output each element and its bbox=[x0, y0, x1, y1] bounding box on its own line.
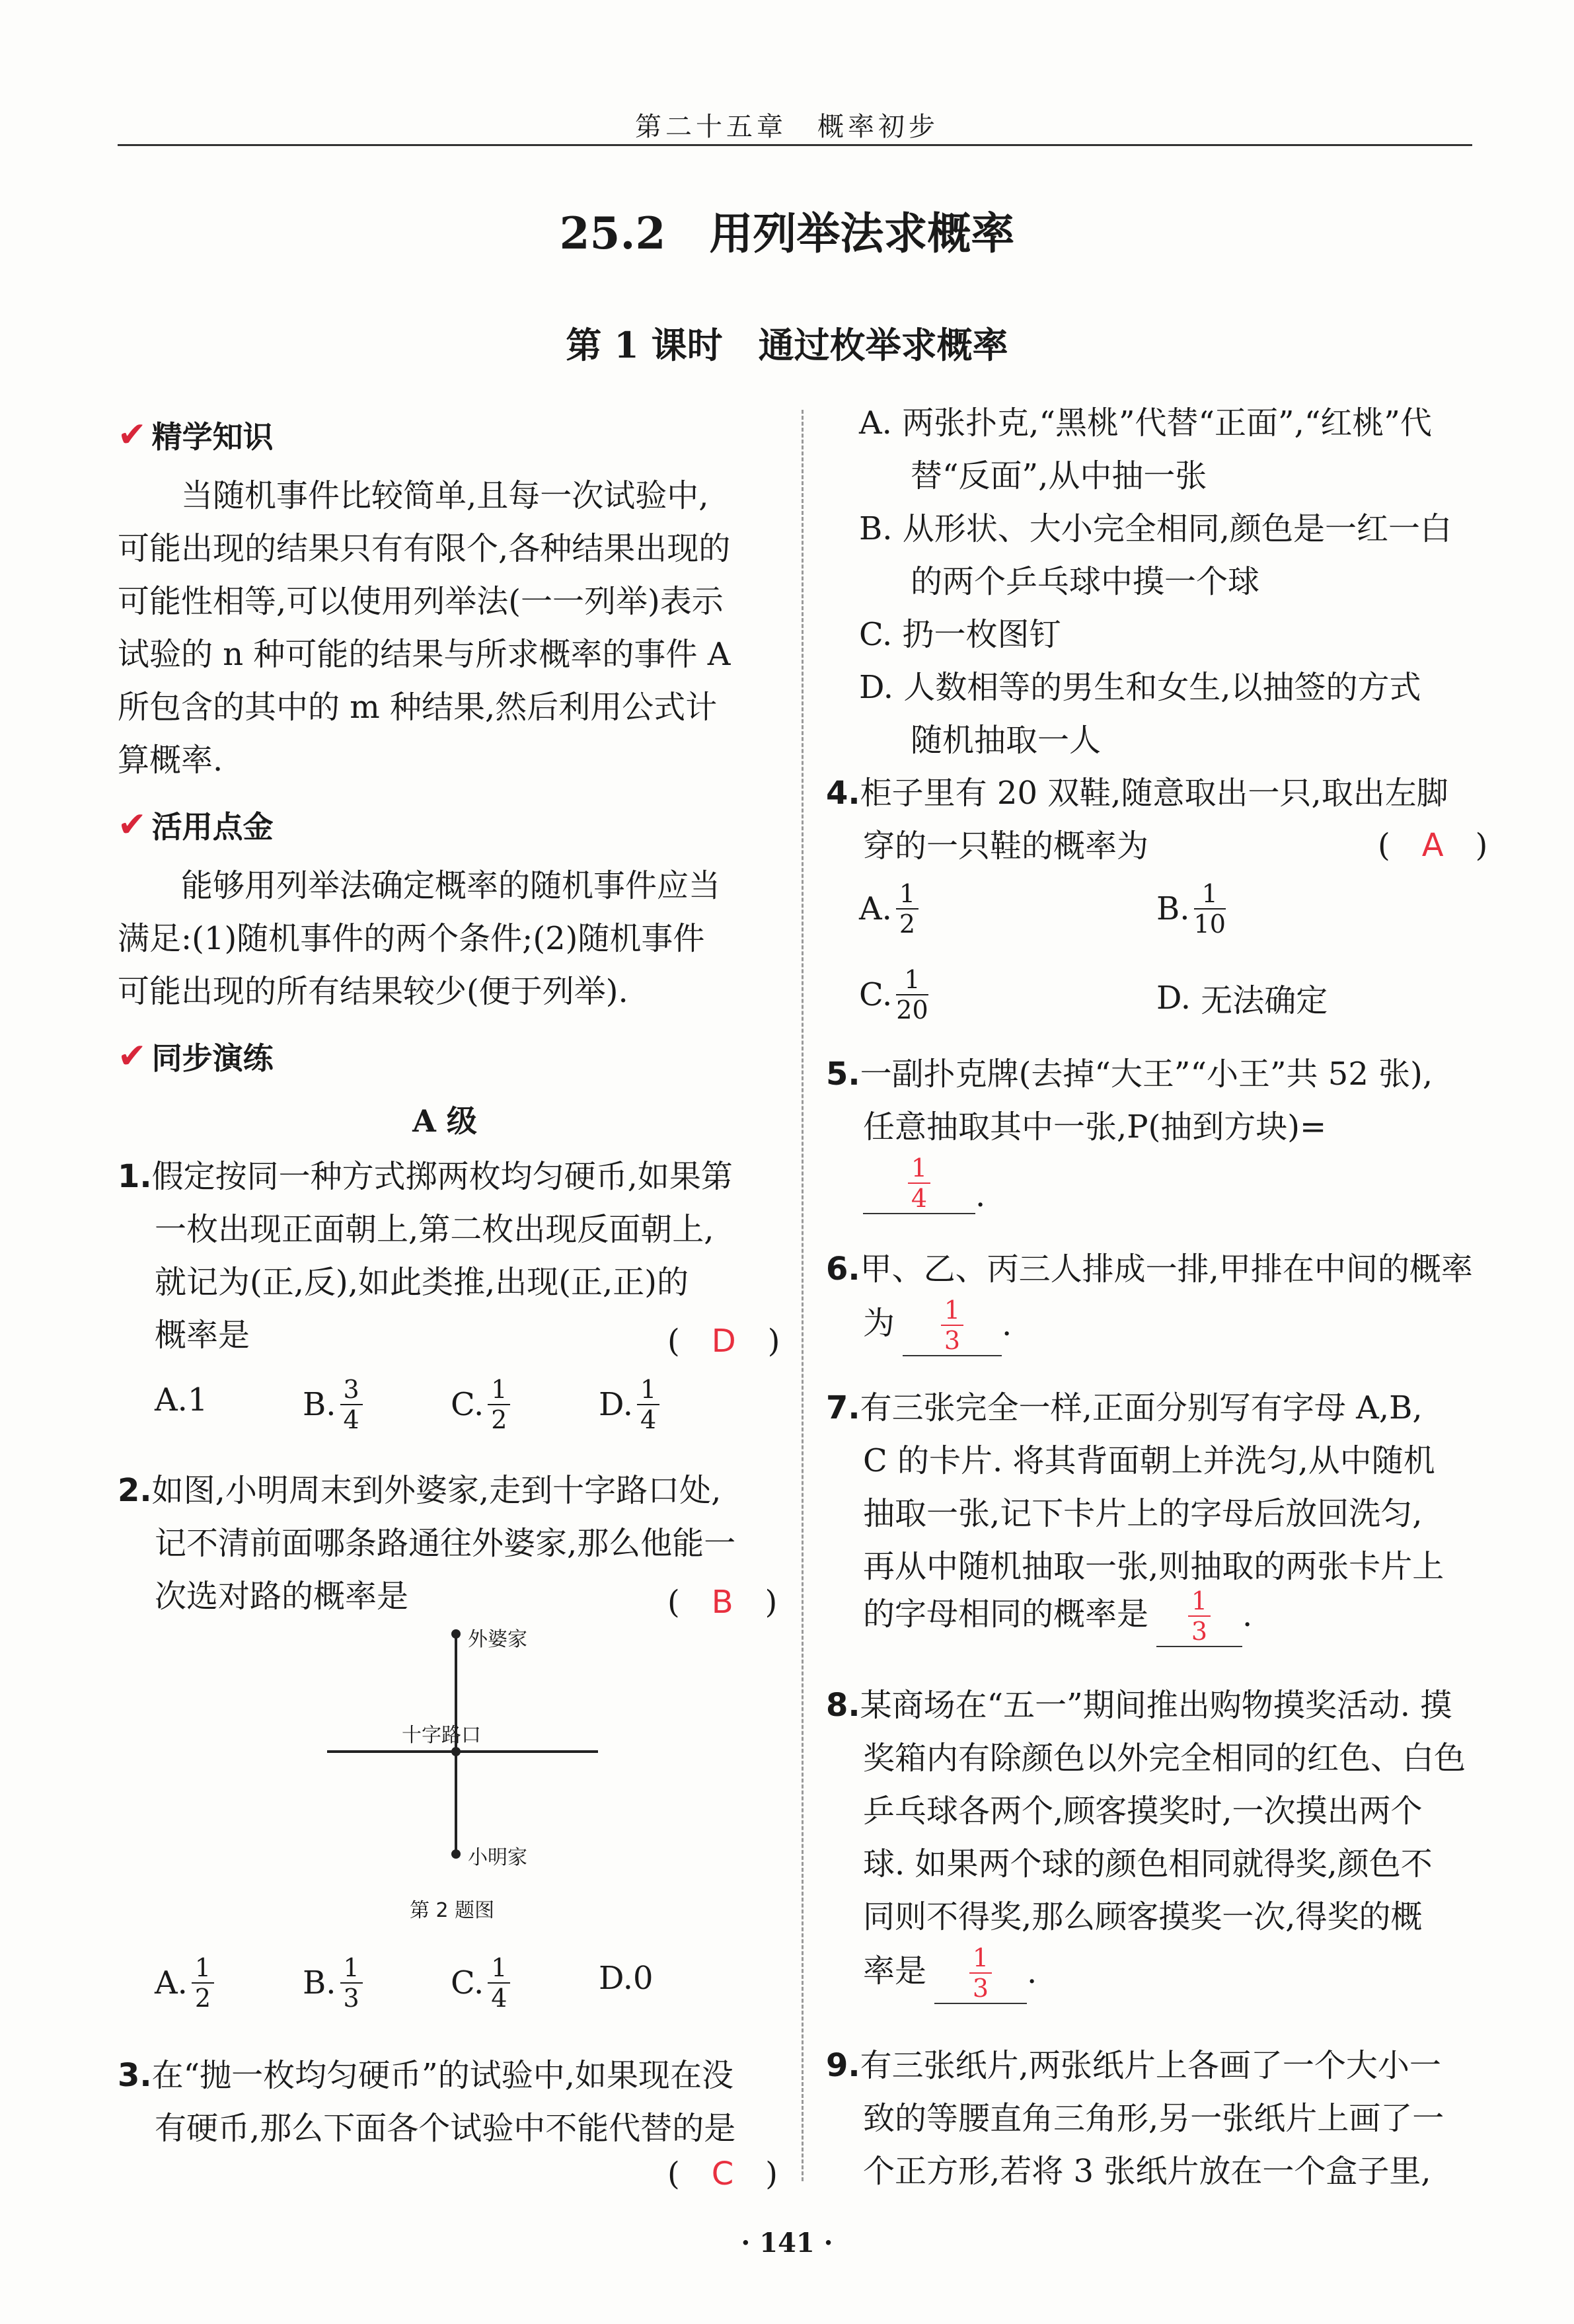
question-7: 7.有三张完全一样,正面分别写有字母 A,B, C 的卡片. 将其背面朝上并洗匀,从中随机 抽取一张,记下卡片上的字母后放回洗匀, 再从中随机抽取一张,则抽取的两张卡片上 bbox=[826, 1389, 1444, 1585]
q2-option-a: A. $\frac{1}{2}$ bbox=[155, 1953, 218, 2013]
crossroad-dot bbox=[451, 1747, 461, 1756]
q4-answer-paren: ( A ) bbox=[1378, 827, 1488, 864]
label-xiaoming-home: 小明家 bbox=[468, 1846, 527, 1869]
header-rule bbox=[118, 144, 1472, 146]
q4-option-b: B. $\frac{1}{10}$ bbox=[1156, 879, 1226, 939]
level-label: A 级 bbox=[412, 1103, 477, 1139]
q2-option-b: B. $\frac{1}{3}$ bbox=[303, 1953, 367, 2013]
grandma-home-dot bbox=[451, 1629, 461, 1639]
question-2: 2.如图,小明周末到外婆家,走到十字路口处, 记不清前面哪条路通往外婆家,那么他能一 次选对路的概率是 bbox=[118, 1472, 736, 1615]
q3-option-c: C. 扔一枚图钉 bbox=[859, 616, 1061, 653]
q3-answer-paren: ( C ) bbox=[667, 2155, 778, 2192]
running-header: 第二十五章 概率初步 bbox=[635, 112, 939, 142]
question-8: 8.某商场在“五一”期间推出购物摸奖活动. 摸 奖箱内有除颜色以外完全相同的红色、白色 乒乓球各两个,顾客摸奖时,一次摸出两个 球. 如果两个球的颜色相同就得奖,颜色不 同则不得奖,那么顾客摸奖一次,得奖的概 bbox=[826, 1687, 1466, 1935]
q6-answer-line: 为 $\frac{1}{3}$ . bbox=[863, 1296, 1012, 1355]
question-6: 6.甲、乙、丙三人排成一排,甲排在中间的概率 bbox=[826, 1251, 1473, 1288]
q1-option-d: D. $\frac{1}{4}$ bbox=[599, 1375, 663, 1434]
jingxue-heading: ✔ 精学知识 bbox=[118, 415, 274, 455]
huoyong-body: 能够用列举法确定概率的随机事件应当 满足:(1)随机事件的两个条件;(2)随机事件 可能出现的所有结果较少(便于列举). bbox=[118, 867, 721, 1010]
q2-option-c: C. $\frac{1}{4}$ bbox=[451, 1953, 514, 2013]
section-title: 25.2 用列举法求概率 bbox=[559, 208, 1015, 259]
q4-option-a: A. $\frac{1}{2}$ bbox=[859, 879, 922, 939]
q3-option-b: B. 从形状、大小完全相同,颜色是一红一白 的两个乒乓球中摸一个球 bbox=[859, 510, 1452, 600]
q3-options bbox=[859, 397, 1493, 767]
question-1: 1.假定按同一种方式掷两枚均匀硬币,如果第 一枚出现正面朝上,第二枚出现反面朝上, 就记为(正,反),如此类推,出现(正,正)的 概率是 bbox=[118, 1158, 733, 1354]
question-3: 3.在“抛一枚均匀硬币”的试验中,如果现在没 有硬币,那么下面各个试验中不能代替的是 bbox=[118, 2057, 736, 2147]
q7-answer-line: 的字母相同的概率是 $\frac{1}{3}$ . bbox=[863, 1586, 1253, 1646]
lesson-title: 第 1 课时 通过枚举求概率 bbox=[566, 324, 1008, 366]
question-9: 9.有三张纸片,两张纸片上各画了一个大小一 致的等腰直角三角形,另一张纸片上画了一 个正方形,若将 3 张纸片放在一个盒子里, bbox=[826, 2047, 1444, 2190]
column-divider bbox=[802, 410, 804, 2181]
huoyong-heading: ✔ 活用点金 bbox=[118, 805, 274, 845]
xiaoming-home-dot bbox=[451, 1849, 461, 1859]
q4-option-d: D. 无法确定 bbox=[1156, 979, 1328, 1019]
q8-answer-line: 率是 $\frac{1}{3}$ . bbox=[863, 1943, 1037, 2003]
page-number: · 141 · bbox=[741, 2227, 833, 2259]
check-icon: ✔ bbox=[118, 805, 147, 845]
label-grandma-home: 外婆家 bbox=[468, 1628, 527, 1651]
q1-option-a: A. 1 bbox=[155, 1381, 208, 1418]
question-4: 4.柜子里有 20 双鞋,随意取出一只,取出左脚 穿的一只鞋的概率为 bbox=[826, 775, 1448, 865]
q4-option-c: C. $\frac{1}{20}$ bbox=[859, 965, 928, 1025]
check-icon: ✔ bbox=[118, 1036, 147, 1076]
jingxue-body: 当随机事件比较简单,且每一次试验中, 可能出现的结果只有有限个,各种结果出现的 可能性相等,可以使用列举法(一一列举)表示 试验的 n 种可能的结果与所求概率的事件 A 所包含的其中的 m 种结果,然后利用公式计 算概率. bbox=[118, 477, 731, 779]
q5-answer-blank: $\frac{1}{4}$ . bbox=[863, 1153, 985, 1214]
q1-option-c: C. $\frac{1}{2}$ bbox=[451, 1375, 514, 1434]
q1-option-b: B. $\frac{3}{4}$ bbox=[303, 1375, 367, 1434]
q2-answer-paren: ( B ) bbox=[667, 1584, 778, 1621]
check-icon: ✔ bbox=[118, 415, 147, 455]
q3-option-a: A. 两张扑克,“黑桃”代替“正面”,“红桃”代 替“反面”,从中抽一张 bbox=[859, 405, 1432, 494]
q3-option-d: D. 人数相等的男生和女生,以抽签的方式 随机抽取一人 bbox=[859, 669, 1421, 759]
question-5: 5.一副扑克牌(去掉“大王”“小王”共 52 张), 任意抽取其中一张,P(抽到方块)= bbox=[826, 1056, 1433, 1145]
tongbu-heading: ✔ 同步演练 bbox=[118, 1036, 274, 1076]
label-crossroad: 十字路口 bbox=[402, 1724, 481, 1747]
q2-option-d: D. 0 bbox=[599, 1960, 654, 1997]
figure-caption: 第 2 题图 bbox=[410, 1899, 495, 1922]
q1-answer-paren: ( D ) bbox=[667, 1323, 780, 1360]
